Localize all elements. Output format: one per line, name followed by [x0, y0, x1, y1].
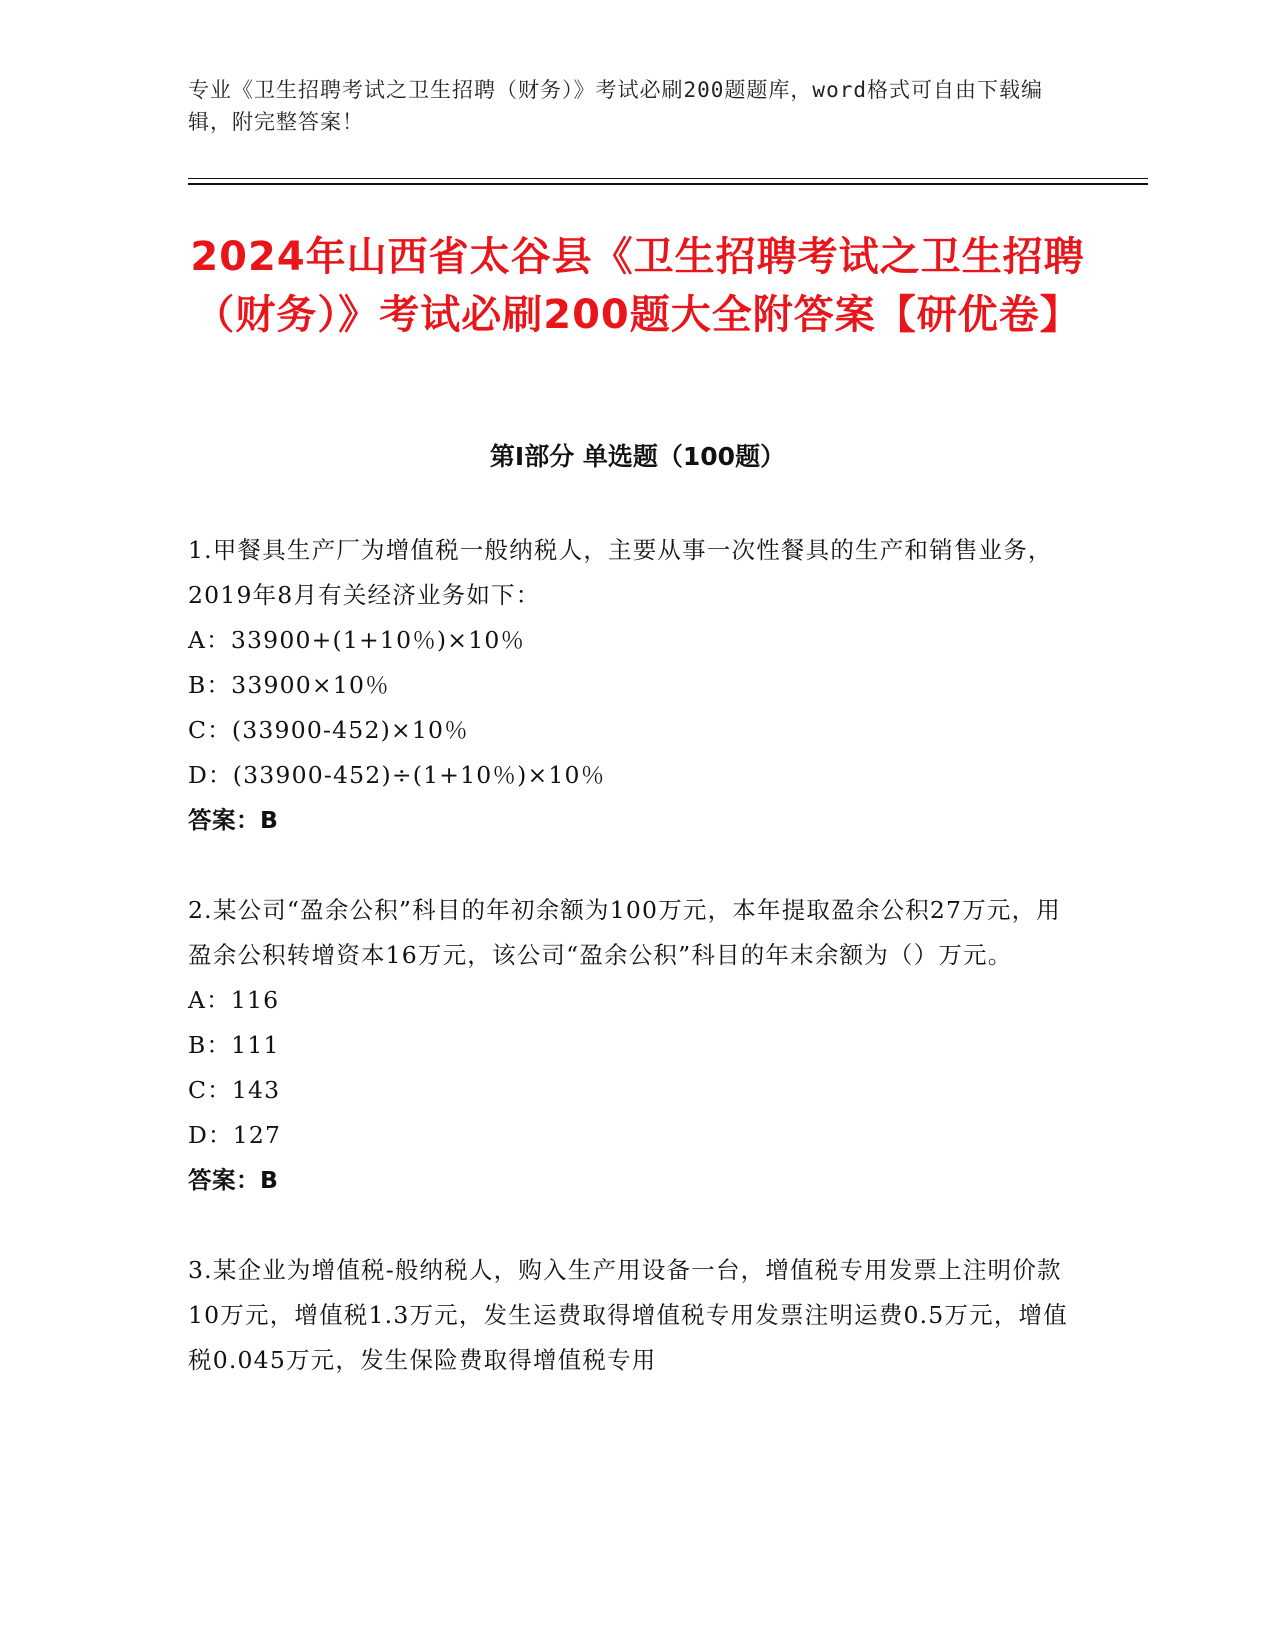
option-d: D：(33900-452)÷(1+10％)×10％: [188, 761, 606, 789]
question-1: [188, 528, 1068, 843]
option-a: A：116: [188, 986, 280, 1014]
question-stem: 3.某企业为增值税-般纳税人，购入生产用设备一台，增值税专用发票上注明价款10万元，增值税1.3万元，发生运费取得增值税专用发票注明运费0.5万元，增值税0.045万元，发生保险费取得增值税专用: [188, 1256, 1068, 1374]
answer-label: 答案：B: [188, 806, 279, 834]
header-divider-thin: [188, 178, 1148, 179]
option-c: C：(33900-452)×10％: [188, 716, 469, 744]
question-list: [188, 528, 1068, 1383]
section-title: 第Ⅰ部分 单选题（100题）: [489, 442, 786, 471]
option-a: A：33900+(1+10％)×10％: [188, 626, 526, 654]
header-divider-thick: [188, 183, 1148, 185]
option-d: D：127: [188, 1121, 282, 1149]
option-c: C：143: [188, 1076, 281, 1104]
question-stem: 1.甲餐具生产厂为增值税一般纳税人，主要从事一次性餐具的生产和销售业务，2019年8月有关经济业务如下：: [188, 536, 1053, 609]
document-title: 2024年山西省太谷县《卫生招聘考试之卫生招聘（财务）》考试必刷200题大全附答案【研优卷】: [190, 234, 1085, 338]
question-stem: 2.某公司“盈余公积”科目的年初余额为100万元，本年提取盈余公积27万元，用盈余公积转增资本16万元，该公司“盈余公积”科目的年末余额为（）万元。: [188, 896, 1062, 969]
option-b: B：33900×10％: [188, 671, 390, 699]
header-note: 专业《卫生招聘考试之卫生招聘（财务）》考试必刷200题题库，word格式可自由下载编辑，附完整答案！: [188, 78, 1043, 134]
option-b: B：111: [188, 1031, 280, 1059]
answer-label: 答案：B: [188, 1166, 279, 1194]
question-2: [188, 888, 1068, 1203]
question-3: [188, 1248, 1068, 1383]
